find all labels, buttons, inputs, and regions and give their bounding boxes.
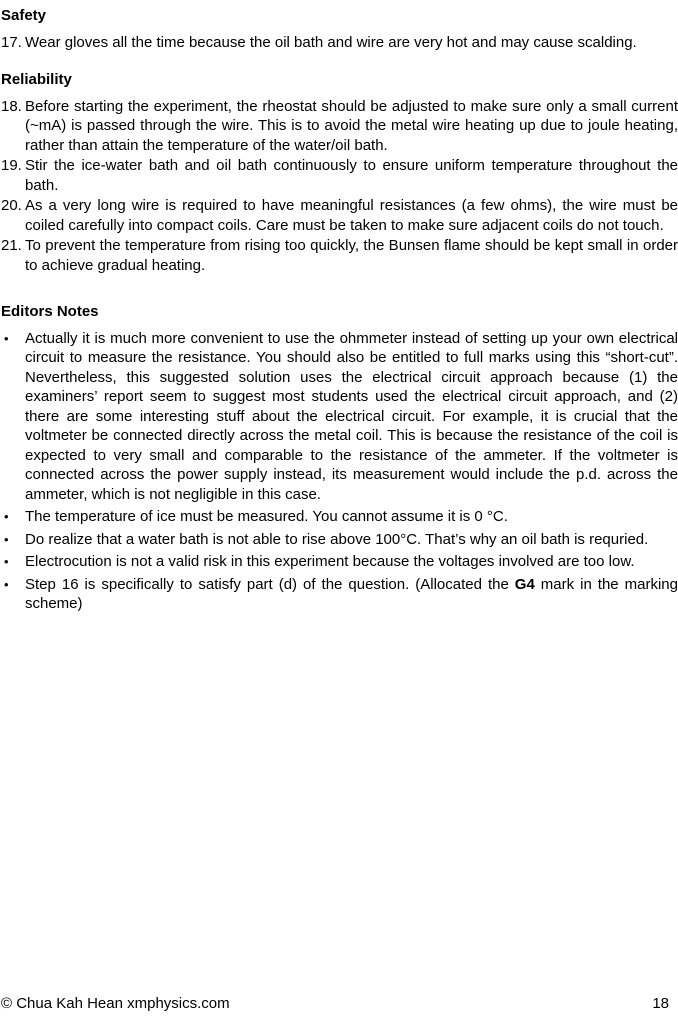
item-text-after: mark in the marking scheme): [25, 575, 678, 612]
item-number: 20.: [1, 197, 22, 214]
item-text: Stir the ice-water bath and oil bath continuously to ensure uniform temperature throughout the bath.: [25, 157, 678, 194]
reliability-list: [1, 97, 678, 276]
list-item: [1, 97, 678, 156]
safety-list: [1, 33, 678, 53]
item-text: Do realize that a water bath is not able to rise above 100°C. That’s why an oil bath is requried.: [25, 530, 649, 548]
section-heading-safety: Safety: [1, 7, 47, 24]
list-item: [1, 236, 678, 275]
page-number: 18: [652, 995, 669, 1012]
item-text: As a very long wire is required to have meaningful resistances (a few ohms), the wire must be coiled carefully into compact coils. Care must be taken to make sure adjacent coils do not touch.: [25, 197, 678, 234]
item-text: Before starting the experiment, the rheostat should be adjusted to make sure only a small current (~mA) is passed through the wire. This is to avoid the metal wire heating up due to joule heating, rather than attain the temperature of the water/oil bath.: [25, 97, 678, 154]
list-item: [1, 329, 678, 505]
bullet-icon: •: [4, 509, 9, 524]
page-content: [1, 6, 678, 614]
item-text: The temperature of ice must be measured. You cannot assume it is 0 °C.: [25, 508, 508, 525]
section-heading-reliability: Reliability: [1, 71, 72, 88]
item-text-before: Step 16 is specifically to satisfy part (d) of the question. (Allocated the: [25, 575, 515, 593]
editors-notes-list: [1, 329, 678, 614]
list-item: [1, 156, 678, 195]
bullet-icon: •: [4, 330, 9, 346]
section-heading-editors-notes: Editors Notes: [1, 303, 99, 320]
item-number: 18.: [1, 97, 22, 115]
list-item: [1, 507, 678, 527]
item-number: 17.: [1, 33, 22, 51]
list-item: [1, 33, 678, 53]
list-item: [1, 196, 678, 235]
item-number: 21.: [1, 237, 22, 254]
bullet-icon: •: [4, 554, 9, 569]
footer-copyright: © Chua Kah Hean xmphysics.com: [1, 995, 230, 1012]
item-number: 19.: [1, 157, 22, 174]
bullet-icon: •: [4, 531, 9, 547]
list-item: [1, 575, 678, 614]
item-text: Actually it is much more convenient to use the ohmmeter instead of setting up your own electrical circuit to measure the resistance. You should also be entitled to full marks using this “short-cut”. Nevertheless, this suggested solution uses the electrical circuit approach because (1) the examiners’ report seem to suggest most students used the electrical circuit approach, and (2) there are some interesting stuff about the electrical circuit. For example, it is crucial that the voltmeter be connected directly across the metal coil. This is because the resistance of the coil is expected to very small and comparable to the resistance of the ammeter. If the voltmeter is connected across the power supply instead, its measurement would include the p.d. across the ammeter, which is not negligible in this case.: [25, 329, 678, 503]
item-text: To prevent the temperature from rising too quickly, the Bunsen flame should be kept small in order to achieve gradual heating.: [25, 237, 678, 274]
list-item: [1, 530, 678, 550]
item-text: Electrocution is not a valid risk in this experiment because the voltages involved are too low.: [25, 553, 635, 570]
item-text: Wear gloves all the time because the oil bath and wire are very hot and may cause scalding.: [25, 33, 637, 51]
section-safety: [1, 6, 678, 52]
bullet-icon: •: [4, 576, 9, 592]
section-reliability: [1, 70, 678, 275]
mark-code: G4: [514, 575, 535, 593]
list-item: [1, 552, 678, 572]
section-editors-notes: [1, 302, 678, 614]
